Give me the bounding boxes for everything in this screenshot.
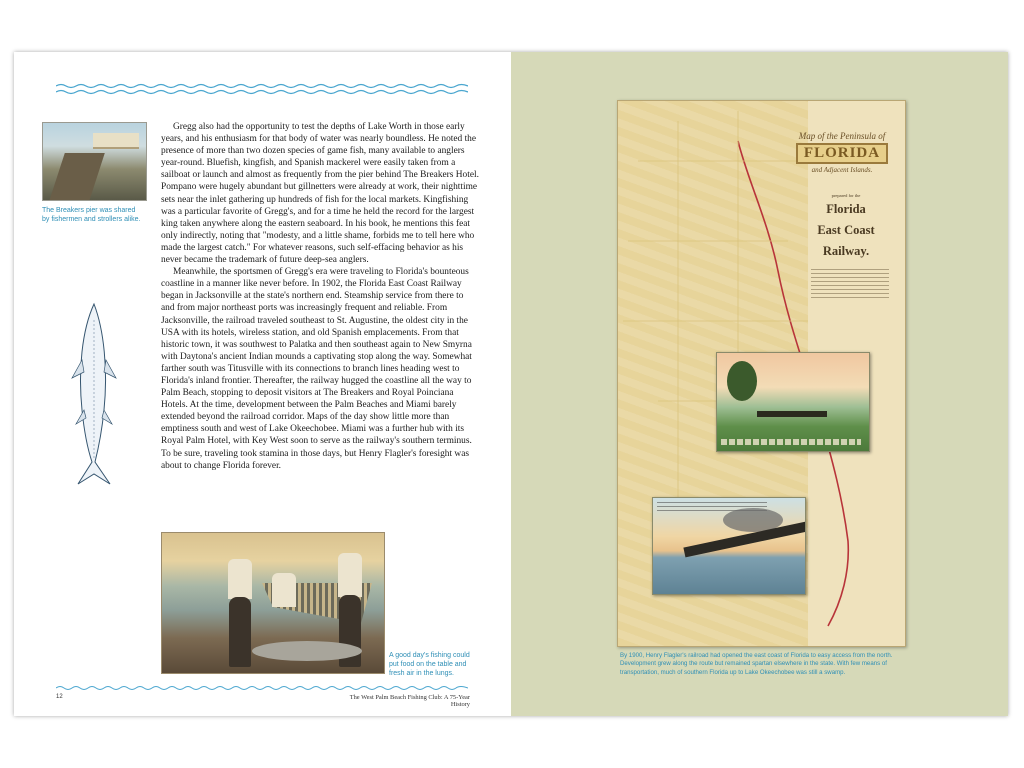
postcard-swamp xyxy=(716,352,870,452)
railway-line-3: Railway. xyxy=(822,244,870,258)
top-wave-ornament xyxy=(56,82,468,98)
fisherman-1 xyxy=(228,559,252,599)
fisherman-3 xyxy=(338,553,362,597)
hotel-building xyxy=(93,133,139,149)
map-title-block xyxy=(786,131,898,174)
map-fine-print xyxy=(811,269,889,299)
fishing-photo-caption: A good day's fishing could put food on the table and fresh air in the lungs. xyxy=(389,652,470,677)
canoe xyxy=(757,411,827,417)
kingfish-illustration xyxy=(64,300,124,490)
prepared-for-label: prepared for the xyxy=(831,193,861,198)
postcard-printed-caption xyxy=(721,439,861,445)
footer-wave-ornament xyxy=(56,685,468,691)
pier xyxy=(49,153,105,201)
fisherman-2 xyxy=(272,573,296,607)
map-title-badge: FLORIDA xyxy=(796,143,888,164)
paragraph: Gregg also had the opportunity to test the depths of Lake Worth in those early years, and his enthusiasm for that body of water was nearly boundless. He noted the presence of more than two dozen species of game fish, many available to anglers year-round. Bluefish, kingfish, and Spanish mackerel were easily taken from a sailboat or launch and almost as frequently from the pier behind The Breakers Hotel. Pompano were hugely abundant but gillnetters were already at work, their nighttime sets near the inlet gathering up hundreds of fish for the local markets. Kingfishing was a particular favorite of Gregg's, and for a time he held the record for the largest king taken anywhere along the eastern seaboard. In his book, he mentions this feat only indirectly, noting that "modesty, and a little shame, forbids me to tell here who made the largest catch." For whatever reasons, such self-effacing behavior as his never became the trademark of future deep-sea anglers. xyxy=(161,122,479,266)
map-title-bottom: and Adjacent Islands. xyxy=(811,166,873,174)
map-title-top: Map of the Peninsula of xyxy=(798,131,886,141)
shark-catch xyxy=(252,641,362,661)
breakers-pier-photo xyxy=(42,122,147,201)
pier-photo-caption: The Breakers pier was shared by fishermen and strollers alike. xyxy=(42,207,141,223)
fishermen-photo xyxy=(161,532,385,674)
cypress-tree xyxy=(727,361,757,401)
map-caption: By 1900, Henry Flagler's railroad had opened the east coast of Florida to easy access from the north. Development grew along the route but remained spartan elsewhere in the state. With few means of transportation, much of southern Florida up to Lake Okeechobee was still a swamp. xyxy=(620,652,893,676)
railway-line-2: East Coast xyxy=(817,223,875,237)
fisherman-1-legs xyxy=(229,597,251,667)
paragraph: Meanwhile, the sportsmen of Gregg's era were traveling to Florida's bounteous coastline in a manner like never before. In 1902, the Florida East Coast Railway began in Jacksonville at the state's northern end. Steamship service from there to and from major northeast ports was increasingly frequent and reliable. From Jacksonville, the railroad traveled southeast to St. Augustine, the oldest city in the USA with its hotels, wireless station, and old Spanish emplacements. From that historic town, it was southwest to Palatka and then southeast again to New Smyrna with Daytona's ancient Indian mounds a captivating stop along the way. Somewhat farther south was Titusville with its connections to branch lines heading west to Florida's inland frontier. Thereafter, the railway hugged the coastline all the way to Palm Beach, stopping to deposit visitors at The Breakers and Royal Poinciana Hotels. At the time, development between the Palm Beaches and Miami barely extended beyond the railroad corridor. Maps of the day show little more than emptiness south and west of Lake Okeechobee. Miami was a further hub with its Royal Palm Hotel, with Key West soon to serve as the railway's southern terminus. To be sure, traveling took stamina in those days, but Henry Flagler's foresight was about to change Florida forever. xyxy=(161,267,472,471)
railway-line-1: Florida xyxy=(826,202,866,216)
running-head: The West Palm Beach Fishing Club: A 75-Year History xyxy=(349,694,470,708)
railway-name-block xyxy=(796,193,896,262)
page-number: 12 xyxy=(56,694,63,700)
article-body xyxy=(161,121,479,472)
postcard-overseas-railroad xyxy=(652,497,806,595)
